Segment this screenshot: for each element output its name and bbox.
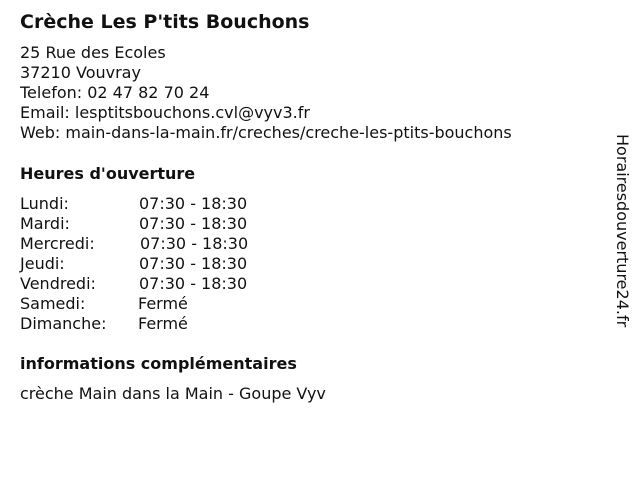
time-value: Fermé: [138, 294, 188, 313]
day-label: Vendredi:: [20, 274, 96, 293]
day-label: Mardi:: [20, 214, 70, 233]
time-value: 07:30 - 18:30: [140, 234, 249, 253]
address-street: 25 Rue des Ecoles: [20, 43, 166, 62]
address-city: 37210 Vouvray: [20, 63, 141, 82]
day-label: Mercredi:: [20, 234, 95, 253]
info-text: crèche Main dans la Main - Goupe Vyv: [20, 384, 326, 403]
page-title: Crèche Les P'tits Bouchons: [20, 11, 310, 33]
email-line: Email: lesptitsbouchons.cvl@vyv3.fr: [20, 103, 310, 122]
day-label: Dimanche:: [20, 314, 107, 333]
time-value: 07:30 - 18:30: [139, 214, 248, 233]
day-label: Samedi:: [20, 294, 86, 313]
site-watermark: Horairesdouverture24.fr: [613, 134, 632, 328]
web-line: Web: main-dans-la-main.fr/creches/creche-les-ptits-bouchons: [20, 123, 512, 142]
contact-block: [20, 43, 512, 143]
hours-heading: Heures d'ouverture: [20, 164, 196, 183]
time-value: Fermé: [138, 314, 188, 333]
day-label: Jeudi:: [20, 254, 65, 273]
time-value: 07:30 - 18:30: [139, 274, 248, 293]
phone-line: Telefon: 02 47 82 70 24: [20, 83, 210, 102]
info-heading: informations complémentaires: [20, 354, 297, 373]
day-label: Lundi:: [20, 194, 69, 213]
time-value: 07:30 - 18:30: [139, 254, 248, 273]
time-value: 07:30 - 18:30: [139, 194, 248, 213]
